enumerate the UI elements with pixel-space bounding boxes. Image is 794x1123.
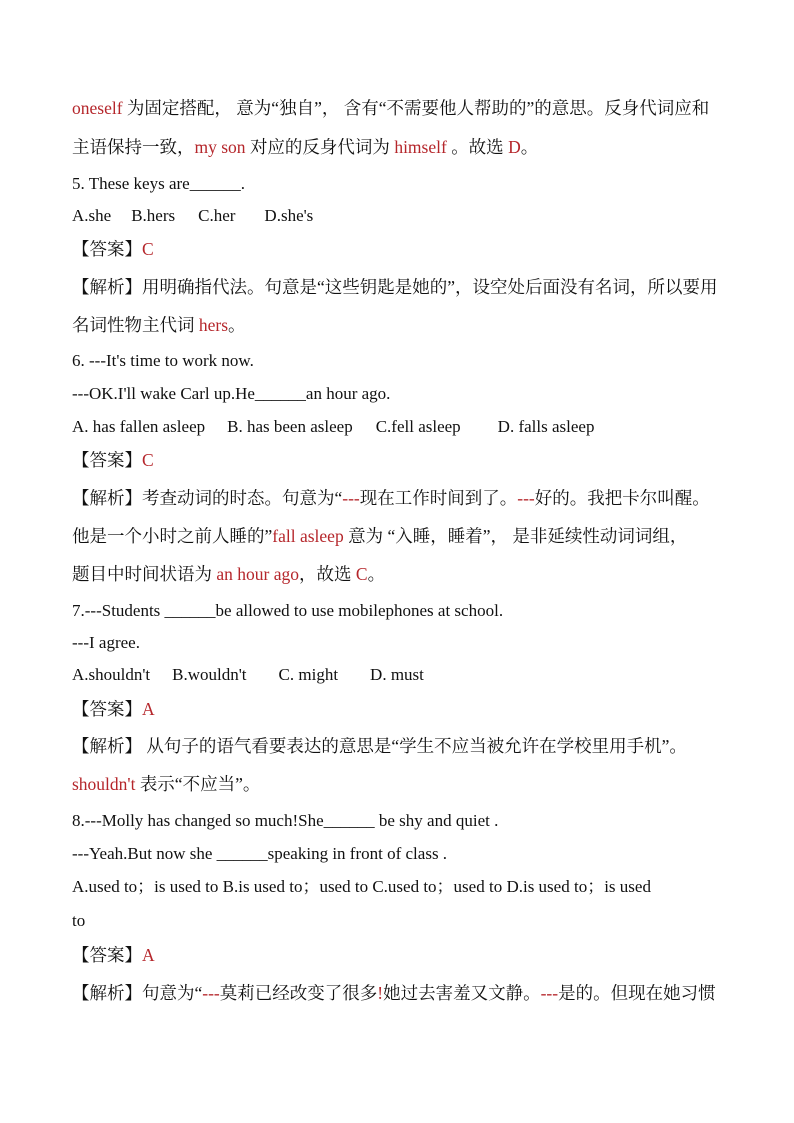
answer-value: C [142, 450, 154, 470]
question-7-stem: 7.---Students ______be allowed to use mobilephones at school. [72, 601, 504, 620]
answer-letter: D [508, 137, 521, 157]
option-c: C. might [278, 665, 339, 684]
explanation-text: 他是一个小时之前人睡的” [72, 526, 273, 546]
question-6-line-2: ---OK.I'll wake Carl up.He______an hour ago. [72, 384, 391, 403]
explanation-text: 【解析】句意为“ [72, 983, 203, 1003]
option-c: C.fell asleep [375, 417, 461, 436]
explanation-text: 好的。我把卡尔叫醒。 [534, 488, 710, 508]
question-6-options [72, 416, 594, 438]
answer-label: 【答案】 [72, 450, 142, 470]
option-d: D. must [370, 665, 424, 684]
explanation-text: 表示“不应当”。 [135, 774, 261, 794]
question-6-answer [72, 449, 154, 471]
option-b: B. has been asleep [227, 417, 353, 436]
explanation-text: 名词性物主代词 [72, 315, 199, 335]
explanation-text: 。 [228, 315, 246, 335]
intro-text: 对应的反身代词为 [245, 137, 395, 157]
question-7-line-2: ---I agree. [72, 633, 140, 652]
intro-text: 。 [520, 137, 539, 157]
question-5-answer [72, 238, 154, 260]
question-8-options-wrap: to [72, 911, 86, 930]
keyword-oneself: oneself [72, 98, 123, 118]
question-8-line-2: ---Yeah.But now she ______speaking in front of class . [72, 844, 448, 863]
intro-line-1 [72, 97, 709, 119]
question-8-answer [72, 944, 155, 966]
explanation-text: 意为 “入睡，睡着”， 是非延续性动词词组， [343, 526, 688, 546]
explanation-text: 莫莉已经改变了很多 [219, 983, 378, 1003]
question-7-answer [72, 698, 155, 720]
exclamation-mark: ! [377, 983, 384, 1003]
option-d: D.she's [264, 206, 314, 225]
question-7-explanation-line-1: 【解析】 从句子的语气看要表达的意思是“学生不应当被允许在学校里用手机”。 [72, 736, 687, 756]
question-8-options: A.used to；is used to B.is used to；used to C.used to；used to D.is used to；is used [72, 877, 651, 896]
answer-label: 【答案】 [72, 699, 142, 719]
explanation-text: 【解析】考查动词的时态。句意为“ [72, 488, 343, 508]
keyword-hers: hers [198, 315, 229, 335]
question-7-explanation-line-2 [72, 773, 260, 795]
keyword-my-son: my son [194, 137, 246, 157]
option-a: A.shouldn't [72, 665, 151, 684]
intro-line-2 [72, 136, 538, 158]
explanation-text: 。 [367, 564, 386, 584]
question-8-explanation-line-1 [72, 982, 716, 1004]
keyword-himself: himself [394, 137, 447, 157]
answer-label: 【答案】 [72, 945, 142, 965]
question-6-explanation-line-3 [72, 563, 385, 585]
question-5-stem: 5. These keys are______. [72, 174, 245, 193]
keyword-shouldnt: shouldn't [72, 774, 136, 794]
explanation-text: 题目中时间状语为 [72, 564, 217, 584]
intro-text: 。故选 [446, 137, 509, 157]
intro-text: 为固定搭配， 意为“独自”， 含有“不需要他人帮助的”的意思。反身代词应和 [122, 98, 710, 118]
dash-mark: --- [540, 983, 559, 1003]
question-7-options [72, 664, 424, 686]
question-6-explanation-line-2 [72, 525, 687, 547]
option-c: C.her [198, 206, 236, 225]
answer-value: A [142, 699, 155, 719]
answer-value: A [142, 945, 155, 965]
intro-text: 主语保持一致， [72, 137, 195, 157]
option-a: A. has fallen asleep [72, 417, 206, 436]
question-5-explanation-line-2 [72, 314, 246, 336]
question-8-stem: 8.---Molly has changed so much!She______ be shy and quiet . [72, 811, 499, 830]
answer-letter: C [355, 564, 368, 584]
explanation-text: 是的。但现在她习惯 [558, 983, 716, 1003]
question-5-explanation-line-1: 【解析】用明确指代法。句意是“这些钥匙是她的”，设空处后面没有名词，所以要用 [72, 277, 718, 297]
dash-mark: --- [517, 488, 535, 508]
question-6-stem: 6. ---It's time to work now. [72, 351, 254, 370]
answer-value: C [142, 239, 154, 259]
question-6-explanation-line-1 [72, 487, 710, 509]
option-b: B.hers [131, 206, 176, 225]
question-5-options [72, 205, 313, 227]
answer-label: 【答案】 [72, 239, 142, 259]
explanation-text: 她过去害羞又文静。 [383, 983, 541, 1003]
dash-mark: --- [342, 488, 360, 508]
option-d: D. falls asleep [497, 417, 595, 436]
dash-mark: --- [202, 983, 220, 1003]
option-a: A.she [72, 206, 112, 225]
keyword-fall-asleep: fall asleep [272, 526, 344, 546]
explanation-text: ，故选 [299, 564, 356, 584]
option-b: B.wouldn't [172, 665, 247, 684]
keyword-an-hour-ago: an hour ago [216, 564, 299, 584]
explanation-text: 现在工作时间到了。 [359, 488, 518, 508]
